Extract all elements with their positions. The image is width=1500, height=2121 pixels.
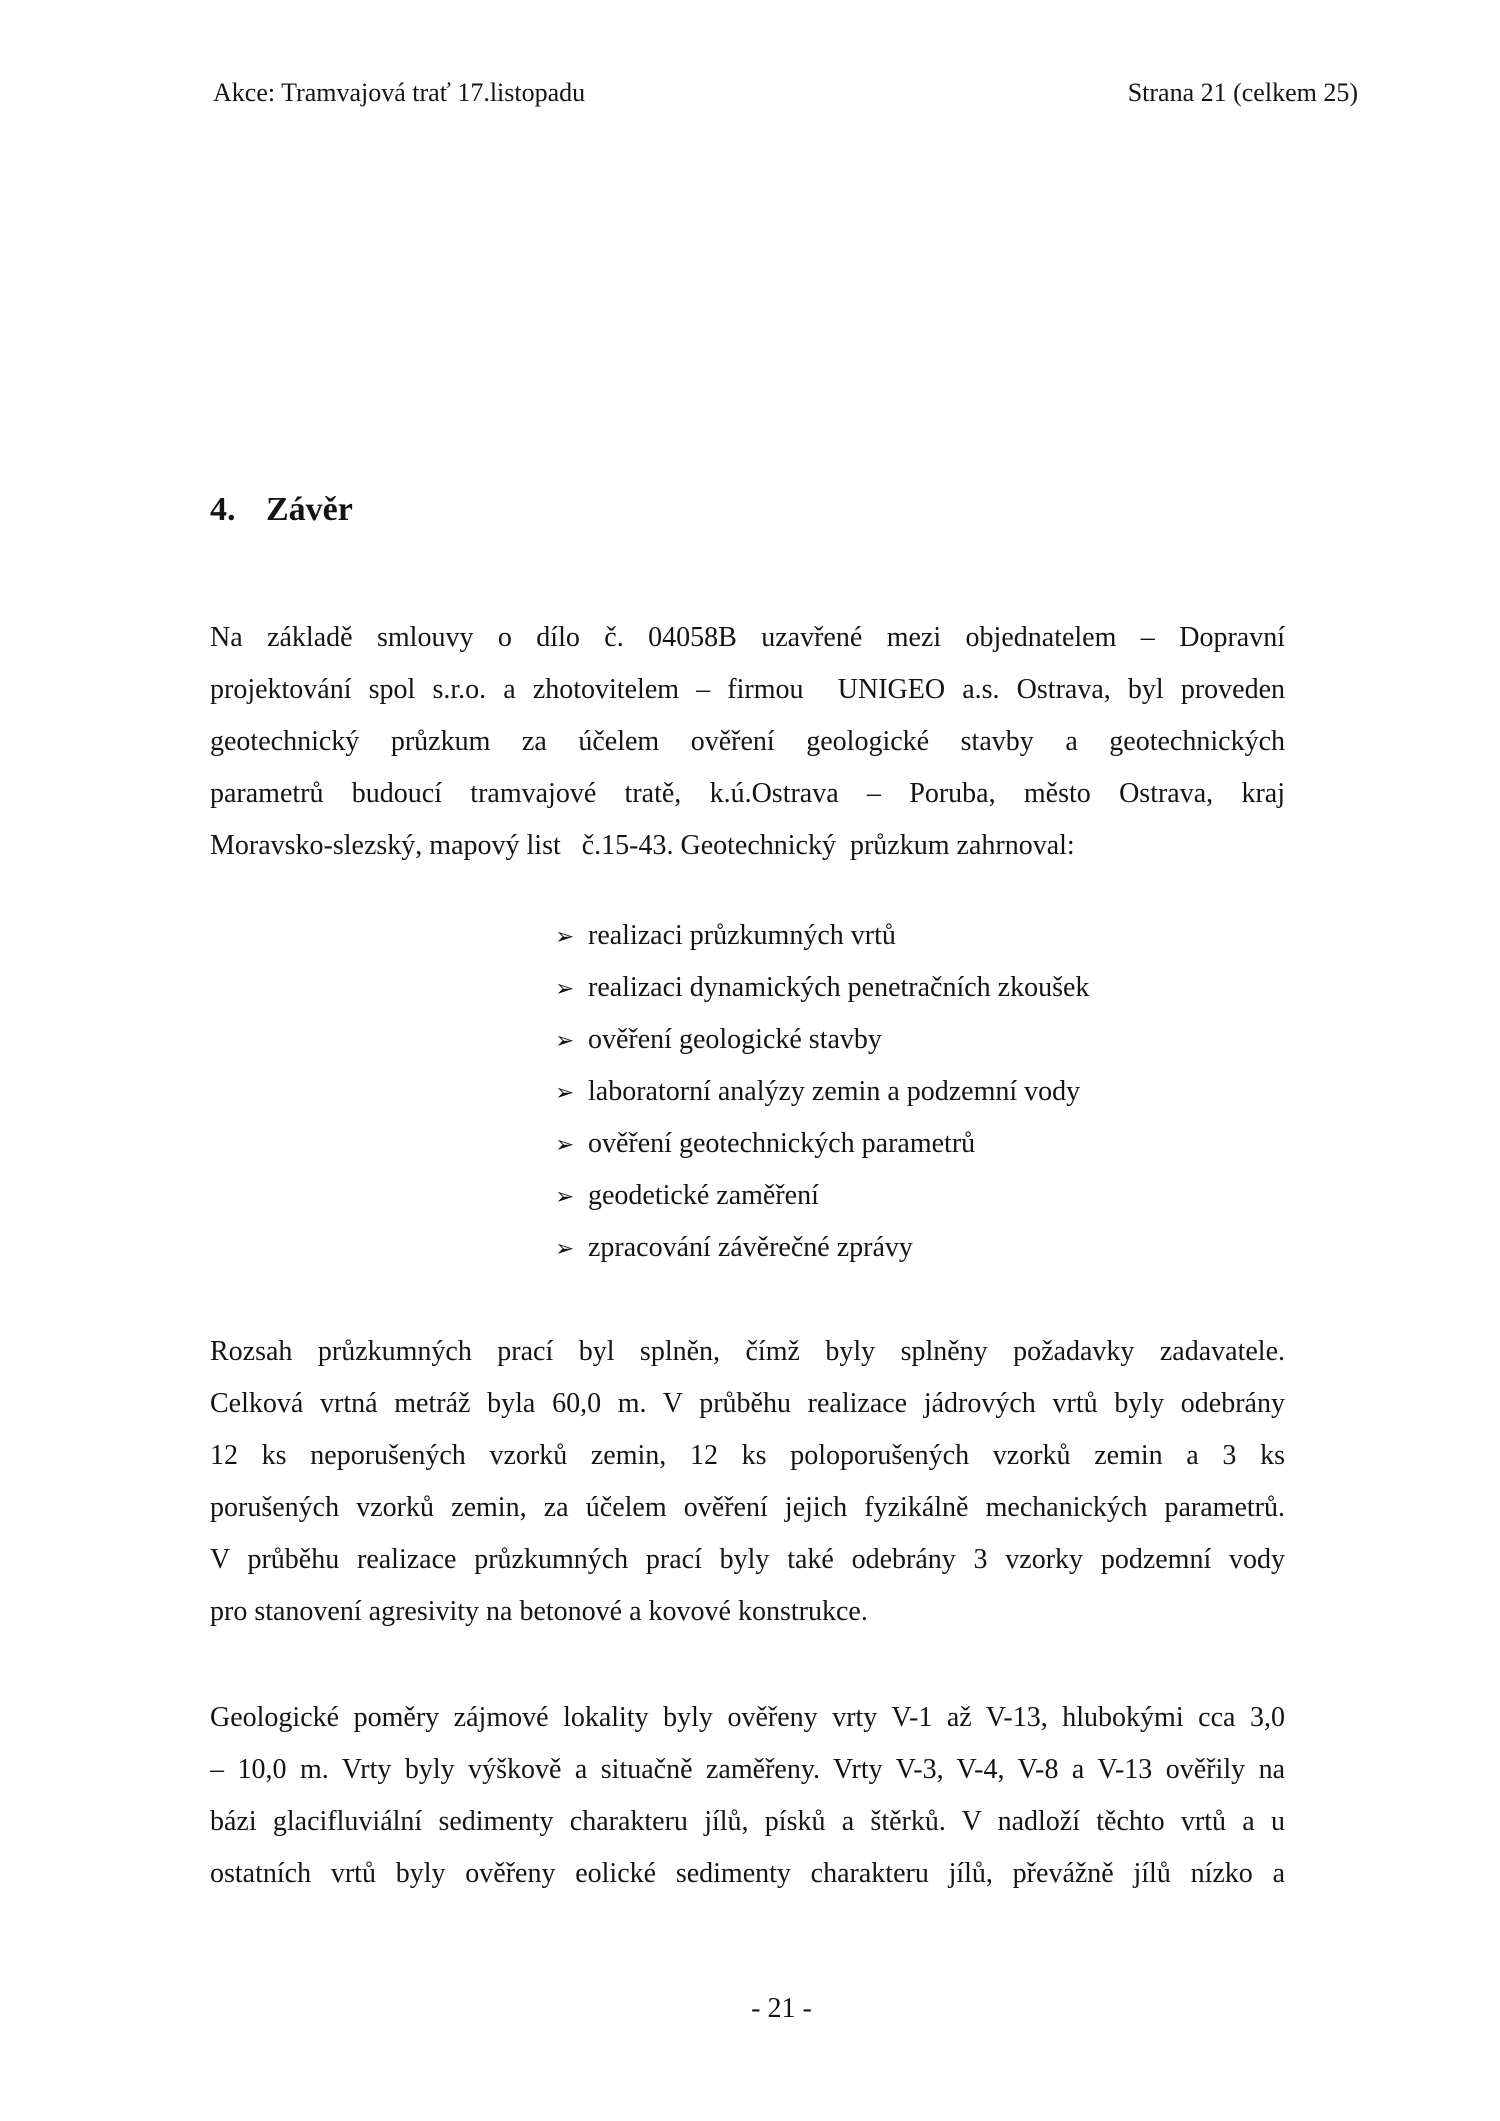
text-line: porušených vzorků zemin, za účelem ověření jejich fyzikálně mechanických parametrů.: [210, 1492, 1285, 1523]
text-line: Geologické poměry zájmové lokality byly ověřeny vrty V-1 až V-13, hlubokými cca 3,0: [210, 1702, 1285, 1733]
text-line: – 10,0 m. Vrty byly výškově a situačně zaměřeny. Vrty V-3, V-4, V-8 a V-13 ověřily na: [210, 1754, 1285, 1785]
list-item: [555, 962, 1089, 1014]
list-item: [555, 1170, 1089, 1222]
bullet-text: laboratorní analýzy zemin a podzemní vody: [588, 1076, 1081, 1107]
section-number: 4.: [210, 491, 236, 528]
text-line: parametrů budoucí tramvajové tratě, k.ú.Ostrava – Poruba, město Ostrava, kraj: [210, 778, 1285, 809]
list-item: [555, 1014, 1089, 1066]
bullet-text: ověření geologické stavby: [588, 1024, 882, 1055]
arrow-bullet-icon: ➢: [555, 1236, 575, 1262]
page-header: [213, 78, 1358, 108]
arrow-bullet-icon: ➢: [555, 1184, 575, 1210]
list-item: [555, 1066, 1089, 1118]
bullet-text: realizaci dynamických penetračních zkoušek: [588, 972, 1090, 1003]
paragraph-geology: [210, 1692, 1285, 1900]
text-line: Celková vrtná metráž byla 60,0 m. V průběhu realizace jádrových vrtů byly odebrány: [210, 1388, 1285, 1419]
arrow-bullet-icon: ➢: [555, 976, 575, 1002]
list-item: [555, 910, 1089, 962]
paragraph-scope-result: [210, 1326, 1285, 1638]
list-item: [555, 1222, 1089, 1274]
text-line: 12 ks neporušených vzorků zemin, 12 ks poloporušených vzorků zemin a 3 ks: [210, 1440, 1285, 1471]
header-page-info: Strana 21 (celkem 25): [1127, 78, 1358, 107]
bullet-text: ověření geotechnických parametrů: [588, 1128, 976, 1159]
section-heading: [210, 488, 353, 532]
bullet-text: geodetické zaměření: [588, 1180, 819, 1211]
arrow-bullet-icon: ➢: [555, 1028, 575, 1054]
header-project-label: Akce: Tramvajová trať 17.listopadu: [213, 78, 586, 107]
text-line: Moravsko-slezský, mapový list č.15-43. Geotechnický průzkum zahrnoval:: [210, 830, 1075, 861]
text-line: pro stanovení agresivity na betonové a kovové konstrukce.: [210, 1596, 868, 1627]
text-line: geotechnický průzkum za účelem ověření geologické stavby a geotechnických: [210, 726, 1285, 757]
text-line: Na základě smlouvy o dílo č. 04058B uzavřené mezi objednatelem – Dopravní: [210, 622, 1285, 653]
page-number: - 21 -: [751, 1993, 812, 2024]
paragraph-intro: [210, 612, 1285, 872]
arrow-bullet-icon: ➢: [555, 1132, 575, 1158]
bullet-text: realizaci průzkumných vrtů: [588, 920, 896, 951]
text-line: Rozsah průzkumných prací byl splněn, čímž byly splněny požadavky zadavatele.: [210, 1336, 1285, 1367]
bullet-text: zpracování závěrečné zprávy: [588, 1232, 913, 1263]
arrow-bullet-icon: ➢: [555, 1080, 575, 1106]
scope-bullet-list: [555, 910, 1089, 1274]
text-line: V průběhu realizace průzkumných prací byly také odebrány 3 vzorky podzemní vody: [210, 1544, 1285, 1575]
page-footer: [244, 1993, 1319, 2025]
text-line: projektování spol s.r.o. a zhotovitelem – firmou UNIGEO a.s. Ostrava, byl proveden: [210, 674, 1285, 705]
list-item: [555, 1118, 1089, 1170]
section-title: Závěr: [266, 491, 353, 528]
text-line: bázi glacifluviální sedimenty charakteru jílů, písků a štěrků. V nadloží těchto vrtů a u: [210, 1806, 1285, 1837]
arrow-bullet-icon: ➢: [555, 924, 575, 950]
text-line: ostatních vrtů byly ověřeny eolické sedimenty charakteru jílů, převážně jílů nízko a: [210, 1858, 1285, 1889]
